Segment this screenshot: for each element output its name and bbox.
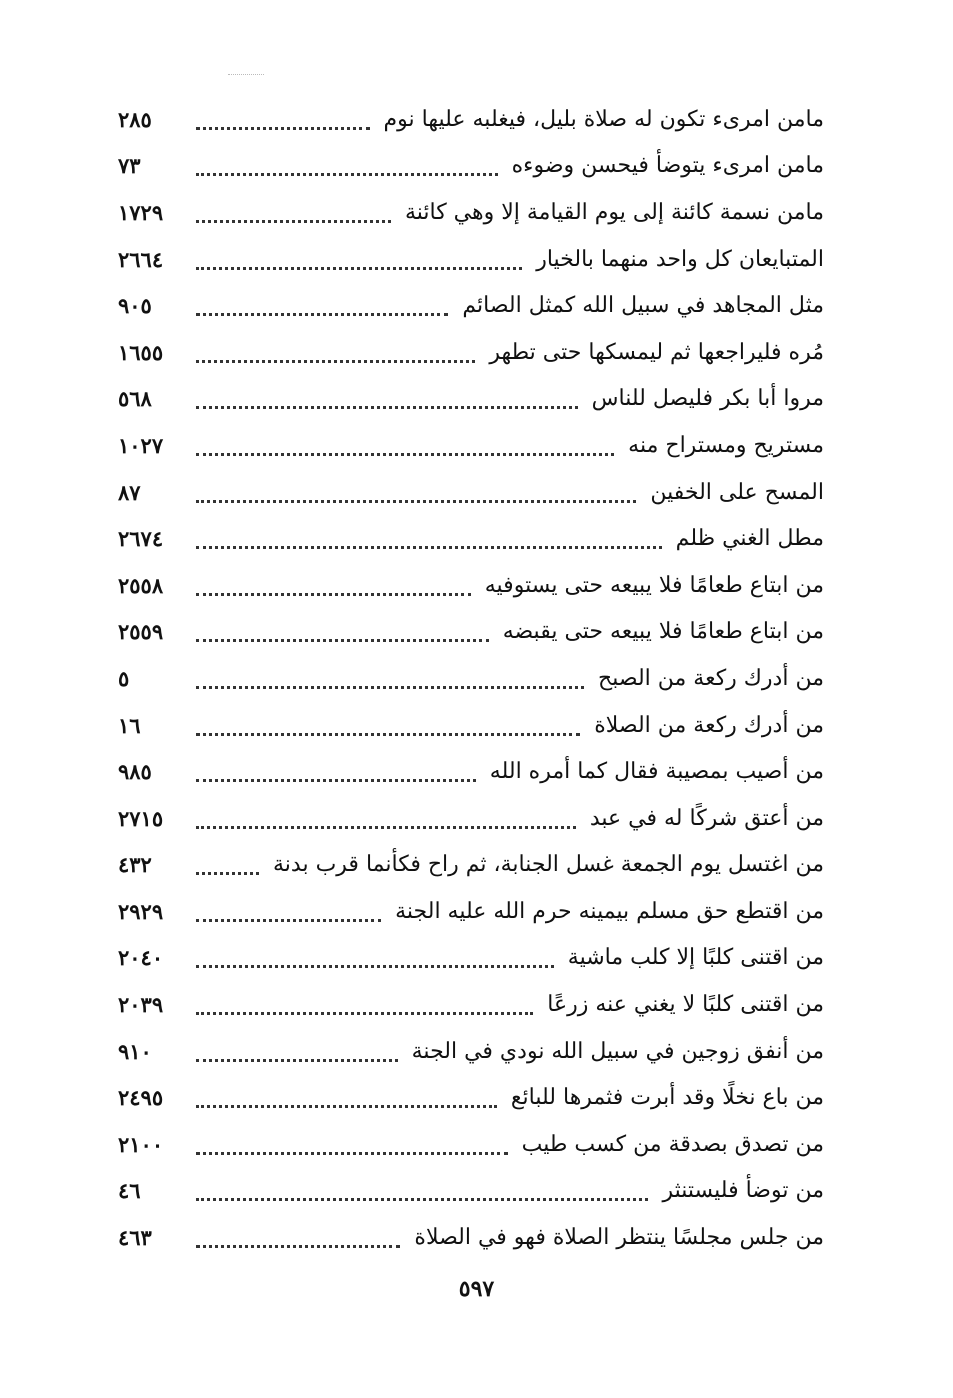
dot-leader bbox=[196, 870, 259, 875]
entry-hadith-text: مستريح ومستراح منه bbox=[628, 432, 824, 458]
entry-page-number: ٢٠٤٠ bbox=[118, 945, 164, 971]
entry-hadith-text: من أصيب بمصيبة فقال كما أمره الله bbox=[489, 759, 824, 785]
index-entry bbox=[118, 515, 824, 562]
dot-leader bbox=[196, 917, 381, 922]
entry-page-number: ٧٣ bbox=[118, 153, 141, 179]
index-entry bbox=[118, 1214, 824, 1261]
dot-leader bbox=[196, 684, 584, 689]
hadith-index-list bbox=[118, 96, 824, 1261]
dot-leader bbox=[196, 218, 391, 223]
index-entry bbox=[118, 795, 824, 842]
dot-leader bbox=[196, 311, 448, 316]
entry-hadith-text: من تصدق بصدقة من كسب طيب bbox=[521, 1131, 824, 1157]
entry-page-number: ٩٨٥ bbox=[118, 759, 152, 785]
index-entry bbox=[118, 96, 824, 143]
index-entry bbox=[118, 981, 824, 1028]
entry-page-number: ٥٦٨ bbox=[118, 386, 152, 412]
index-entry bbox=[118, 888, 824, 935]
index-entry bbox=[118, 376, 824, 423]
entry-hadith-text: مروا أبا بكر فليصل للناس bbox=[591, 386, 824, 412]
dot-leader bbox=[196, 637, 489, 642]
index-entry bbox=[118, 842, 824, 889]
index-entry bbox=[118, 282, 824, 329]
dot-leader bbox=[196, 963, 554, 968]
index-entry bbox=[118, 562, 824, 609]
dot-leader bbox=[196, 1196, 648, 1201]
entry-hadith-text: من جلس مجلسًا ينتظر الصلاة فهو في الصلاة bbox=[414, 1225, 824, 1251]
entry-hadith-text: مُره فليراجعها ثم ليمسكها حتى تطهر bbox=[489, 339, 824, 365]
dot-leader bbox=[196, 404, 578, 409]
dot-leader bbox=[196, 358, 475, 363]
entry-hadith-text: مامن نسمة كائنة إلى يوم القيامة إلا وهي كائنة bbox=[404, 199, 824, 225]
page-number: ٥٩٧ bbox=[458, 1276, 495, 1302]
entry-hadith-text: مطل الغني ظلم bbox=[675, 526, 824, 552]
entry-page-number: ٥ bbox=[118, 665, 130, 691]
index-entry bbox=[118, 422, 824, 469]
entry-hadith-text: من أدرك ركعة من الصلاة bbox=[594, 712, 824, 738]
dot-leader bbox=[196, 1057, 398, 1062]
index-entry bbox=[118, 935, 824, 982]
entry-page-number: ٢٠٣٩ bbox=[118, 992, 164, 1018]
entry-hadith-text: من باع نخلًا وقد أبرت فثمرها للبائع bbox=[510, 1085, 824, 1111]
dot-leader bbox=[196, 265, 522, 270]
entry-page-number: ٢٥٥٨ bbox=[118, 572, 164, 598]
entry-page-number: ٩٠٥ bbox=[118, 293, 152, 319]
dot-leader bbox=[196, 777, 476, 782]
entry-page-number: ٤٦ bbox=[118, 1178, 141, 1204]
dot-leader bbox=[196, 544, 662, 549]
index-entry bbox=[118, 1028, 824, 1075]
index-entry bbox=[118, 189, 824, 236]
dot-leader bbox=[196, 171, 498, 176]
dot-leader bbox=[196, 451, 614, 456]
entry-hadith-text: من ابتاع طعامًا فلا يبيعه حتى يستوفيه bbox=[484, 572, 824, 598]
entry-page-number: ٨٧ bbox=[118, 479, 141, 505]
dot-leader bbox=[196, 498, 636, 503]
index-entry bbox=[118, 1074, 824, 1121]
entry-page-number: ٢٧١٥ bbox=[118, 805, 164, 831]
index-entry bbox=[118, 236, 824, 283]
entry-hadith-text: من أدرك ركعة من الصبح bbox=[598, 665, 824, 691]
entry-page-number: ٢٥٥٩ bbox=[118, 619, 164, 645]
dot-leader bbox=[196, 824, 576, 829]
entry-hadith-text: المتبايعان كل واحد منهما بالخيار bbox=[536, 246, 824, 272]
dot-leader bbox=[196, 591, 471, 596]
entry-page-number: ١٠٢٧ bbox=[118, 432, 164, 458]
dot-leader bbox=[196, 1103, 497, 1108]
entry-hadith-text: من اقتطع حق مسلم بيمينه حرم الله عليه الجنة bbox=[395, 898, 824, 924]
entry-hadith-text: مامن امرىء يتوضأ فيحسن وضوءه bbox=[511, 153, 824, 179]
entry-hadith-text: من اغتسل يوم الجمعة غسل الجنابة، ثم راح فكأنما قرب بدنة bbox=[273, 852, 824, 878]
entry-hadith-text: من أنفق زوجين في سبيل الله نودي في الجنة bbox=[411, 1038, 824, 1064]
entry-hadith-text: مثل المجاهد في سبيل الله كمثل الصائم bbox=[462, 293, 824, 319]
entry-page-number: ٢٤٩٥ bbox=[118, 1085, 164, 1111]
index-entry bbox=[118, 143, 824, 190]
scan-artifact bbox=[228, 74, 264, 75]
entry-hadith-text: من ابتاع طعامًا فلا يبيعه حتى يقبضه bbox=[502, 619, 824, 645]
index-entry bbox=[118, 329, 824, 376]
index-entry bbox=[118, 655, 824, 702]
index-entry bbox=[118, 1121, 824, 1168]
entry-hadith-text: من اقتنى كلبًا إلا كلب ماشية bbox=[567, 945, 824, 971]
entry-page-number: ١٧٢٩ bbox=[118, 199, 164, 225]
entry-page-number: ١٦٥٥ bbox=[118, 339, 164, 365]
entry-page-number: ٢١٠٠ bbox=[118, 1131, 164, 1157]
entry-page-number: ٤٣٢ bbox=[118, 852, 152, 878]
entry-page-number: ٩١٠ bbox=[118, 1038, 152, 1064]
entry-page-number: ٢٦٦٤ bbox=[118, 246, 164, 272]
index-entry bbox=[118, 748, 824, 795]
entry-hadith-text: المسح على الخفين bbox=[650, 479, 824, 505]
dot-leader bbox=[196, 731, 580, 736]
entry-hadith-text: من اقتنى كلبًا لا يغني عنه زرعًا bbox=[547, 992, 824, 1018]
index-entry bbox=[118, 609, 824, 656]
entry-hadith-text: مامن امرىء تكون له صلاة بليل، فيغلبه عليها نوم bbox=[383, 106, 824, 132]
dot-leader bbox=[196, 1150, 508, 1155]
entry-page-number: ١٦ bbox=[118, 712, 141, 738]
entry-page-number: ٢٩٢٩ bbox=[118, 898, 164, 924]
index-entry bbox=[118, 469, 824, 516]
entry-page-number: ٢٨٥ bbox=[118, 106, 152, 132]
dot-leader bbox=[196, 1010, 533, 1015]
entry-page-number: ٤٦٣ bbox=[118, 1225, 152, 1251]
entry-hadith-text: من توضأ فليستنثر bbox=[662, 1178, 824, 1204]
index-entry bbox=[118, 1168, 824, 1215]
entry-hadith-text: من أعتق شركًا له في عبد bbox=[589, 805, 824, 831]
dot-leader bbox=[196, 1243, 400, 1248]
dot-leader bbox=[196, 125, 370, 130]
entry-page-number: ٢٦٧٤ bbox=[118, 526, 164, 552]
index-entry bbox=[118, 702, 824, 749]
